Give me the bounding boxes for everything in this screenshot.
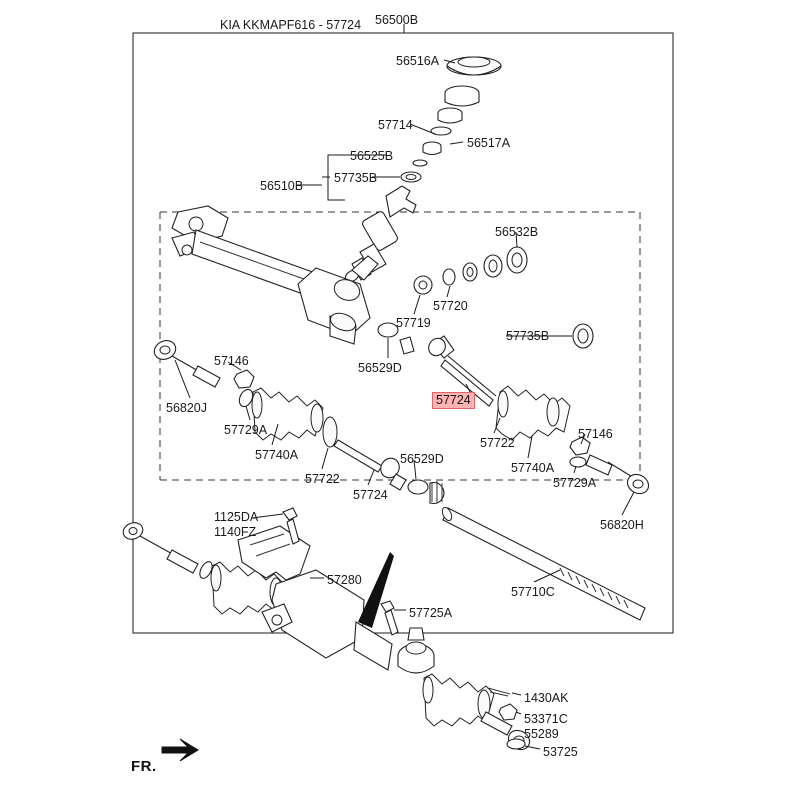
- diagram-title: KIA KKMAPF616 - 57724: [220, 18, 362, 32]
- part-label-57740A-left[interactable]: 57740A: [255, 448, 299, 462]
- part-label-57735B-right[interactable]: 57735B: [506, 329, 550, 343]
- part-label-57146-left[interactable]: 57146: [214, 354, 249, 368]
- part-label-1430AK[interactable]: 1430AK: [524, 691, 569, 705]
- part-label-55289[interactable]: 55289: [524, 727, 559, 741]
- part-label-57720[interactable]: 57720: [433, 299, 468, 313]
- part-label-53371C[interactable]: 53371C: [524, 712, 568, 726]
- part-label-57740A-right[interactable]: 57740A: [511, 461, 555, 475]
- part-label-56820J[interactable]: 56820J: [166, 401, 208, 415]
- part-label-1140FZ[interactable]: 1140FZ: [214, 525, 257, 539]
- part-label-57725A[interactable]: 57725A: [409, 606, 453, 620]
- part-label-56510B[interactable]: 56510B: [260, 179, 304, 193]
- part-label-57722-right[interactable]: 57722: [480, 436, 515, 450]
- highlighted-part-label[interactable]: 57724: [432, 392, 475, 409]
- part-label-1125DA[interactable]: 1125DA: [214, 510, 259, 524]
- part-label-56529D-upper[interactable]: 56529D: [358, 361, 402, 375]
- part-label-57729A-right[interactable]: 57729A: [553, 476, 597, 490]
- part-label-57724-left[interactable]: 57724: [353, 488, 388, 502]
- part-label-53725[interactable]: 53725: [543, 745, 578, 759]
- part-label-56517A[interactable]: 56517A: [467, 136, 511, 150]
- part-label-57735B-upper[interactable]: 57735B: [334, 171, 378, 185]
- part-label-57719[interactable]: 57719: [396, 316, 431, 330]
- part-label-56529D-lower[interactable]: 56529D: [400, 452, 444, 466]
- part-label-56500B[interactable]: 56500B: [375, 13, 419, 27]
- part-label-56820H[interactable]: 56820H: [600, 518, 644, 532]
- orientation-marker-label: FR.: [131, 758, 157, 775]
- part-label-56525B[interactable]: 56525B: [350, 149, 394, 163]
- part-label-57722-left[interactable]: 57722: [305, 472, 340, 486]
- part-label-57729A-left[interactable]: 57729A: [224, 423, 268, 437]
- part-label-56516A[interactable]: 56516A: [396, 54, 440, 68]
- part-label-57714[interactable]: 57714: [378, 118, 413, 132]
- part-label-57280[interactable]: 57280: [327, 573, 362, 587]
- part-label-57146-right[interactable]: 57146: [578, 427, 613, 441]
- part-label-56532B[interactable]: 56532B: [495, 225, 539, 239]
- part-label-57710C[interactable]: 57710C: [511, 585, 555, 599]
